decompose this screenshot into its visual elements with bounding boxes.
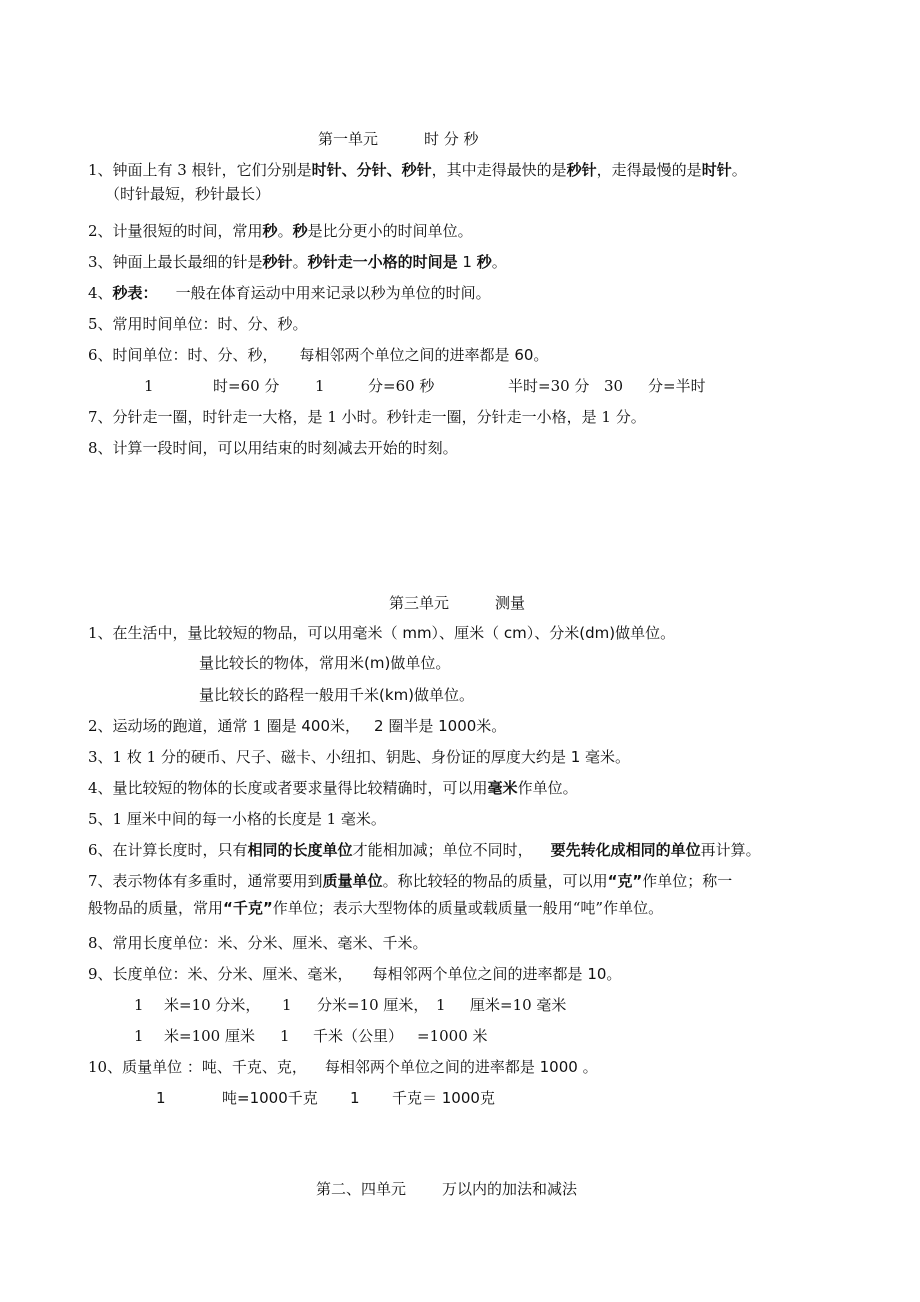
unit3-item-8: 8、常用长度单位：米、分米、厘米、毫米、千米。 xyxy=(88,934,428,952)
unit3-item-3 xyxy=(88,747,630,767)
emphasis: 时针、分针、秒针 xyxy=(311,161,432,179)
unit1-item-6 xyxy=(88,345,548,365)
text: 作单位；称一 xyxy=(642,872,733,890)
emphasis: “克” xyxy=(607,872,643,890)
text: (km)做单位。 xyxy=(379,686,475,704)
text: 6、在计算长度时，只有 xyxy=(88,841,248,859)
number: 1 xyxy=(134,1027,144,1045)
unit1-item-1 xyxy=(88,160,747,180)
unit3-title-topic: 测量 xyxy=(495,594,526,612)
equation: 吨=1000千克 xyxy=(222,1089,318,1107)
emphasis: 开始的时刻 xyxy=(367,439,443,457)
unit3-item-2 xyxy=(88,716,506,736)
emphasis: 秒针 xyxy=(262,253,293,271)
equation: =1000 米 xyxy=(417,1027,488,1045)
text: （ cm）、 xyxy=(484,624,550,642)
unit1-item-8 xyxy=(88,438,458,458)
emphasis: 厘米 xyxy=(454,624,485,642)
equation: 千克＝ 1000克 xyxy=(392,1089,495,1107)
text: 作单位；表示大型物体的质量或载质量一般用“吨”作单位。 xyxy=(272,899,664,917)
unit1-item-7: 7、分针走一圈，时针走一大格，是 1 小时。秒针走一圈，分针走一小格，是 1 分。 xyxy=(88,408,646,426)
text: 再计算。 xyxy=(700,841,761,859)
emphasis: 分米 xyxy=(549,624,580,642)
text: 2、计量很短的时间，常用 xyxy=(88,222,263,240)
emphasis: 要先转化成相同的单位 xyxy=(550,841,701,859)
emphasis: 毫米 xyxy=(352,624,383,642)
emphasis: 秒针走一小格的时间是 xyxy=(307,253,458,271)
text: 是比分更小的时间单位。 xyxy=(307,222,473,240)
equation: 米=100 厘米 xyxy=(164,1027,255,1045)
equation: 千米（公里） xyxy=(313,1027,404,1045)
text: 6、时间单位：时、分、秒， xyxy=(88,346,278,364)
unit3-item-4 xyxy=(88,778,578,798)
unit24-title xyxy=(316,1179,577,1199)
text: 。 xyxy=(491,253,507,271)
equation: 分=60 秒 xyxy=(368,377,435,395)
text: 。 xyxy=(731,161,747,179)
text: 4、 xyxy=(88,284,113,302)
emphasis: 米 xyxy=(349,654,365,672)
text: 。 xyxy=(292,253,308,271)
emphasis: 每相邻两个单位之间的进率都是 60。 xyxy=(299,346,549,364)
emphasis: 时针 xyxy=(701,161,732,179)
emphasis: 圈是 400米， xyxy=(266,717,361,735)
emphasis: 相同的长度单位 xyxy=(247,841,353,859)
text: 般物品的质量，常用 xyxy=(88,899,224,917)
text: 。 xyxy=(491,717,507,735)
text: 2 xyxy=(374,717,389,735)
unit1-title-topic: 时 分 秒 xyxy=(424,130,479,148)
unit3-item-7a xyxy=(88,871,732,891)
unit1-title xyxy=(318,129,479,149)
equation: 米=10 分米， xyxy=(164,996,261,1014)
number: 1 xyxy=(144,377,154,395)
emphasis: 秒针 xyxy=(566,161,597,179)
number: 1 xyxy=(315,377,325,395)
equation: 厘米=10 毫米 xyxy=(470,996,567,1014)
unit24-title-topic: 万以内的加法和减法 xyxy=(442,1180,578,1198)
text: 量比较长的路程一般用 xyxy=(199,686,350,704)
emphasis: 秒表： xyxy=(112,284,158,302)
text: 量比较长的物体，常用 xyxy=(199,654,350,672)
number: 1 xyxy=(134,996,144,1014)
unit3-item-9 xyxy=(88,964,621,984)
text: 一般在体育运动中用来记录以秒为单位的时间。 xyxy=(175,284,491,302)
number: 1 xyxy=(280,1027,290,1045)
number: 1 xyxy=(350,1089,360,1107)
text: 才能相加减；单位不同时， xyxy=(352,841,533,859)
unit1-item-5: 5、常用时间单位：时、分、秒。 xyxy=(88,315,308,333)
text: 。 xyxy=(442,439,458,457)
text: 3、1 枚 1 分的硬币、尺子、磁卡、小纽扣、钥匙、身份证的厚度大约是 xyxy=(88,748,571,766)
emphasis: “千克” xyxy=(223,899,273,917)
emphasis: 秒 xyxy=(476,253,492,271)
text: 9、长度单位：米、分米、厘米、毫米， xyxy=(88,965,353,983)
emphasis: 秒 xyxy=(292,222,308,240)
emphasis: 秒 xyxy=(262,222,278,240)
text: 。称比较轻的物品的质量，可以用 xyxy=(382,872,608,890)
emphasis: 圈半是 1000米 xyxy=(388,717,492,735)
equation: 半时=30 分 xyxy=(508,377,590,395)
text: ，其中走得最快的是 xyxy=(431,161,567,179)
emphasis: 结束的时刻 xyxy=(262,439,338,457)
unit1-title-label: 第一单元 xyxy=(318,130,379,148)
text: (m)做单位。 xyxy=(364,654,451,672)
emphasis: 每相邻两个单位之间的进率都是 10。 xyxy=(372,965,622,983)
unit3-item-10 xyxy=(88,1057,598,1077)
unit1-item-2 xyxy=(88,221,473,241)
text: 1、在生活中，量比较短的物品，可以用 xyxy=(88,624,353,642)
emphasis: 1 毫米 xyxy=(570,748,616,766)
unit1-item-3 xyxy=(88,252,507,272)
number: 1 xyxy=(436,996,446,1014)
unit3-item-5: 5、1 厘米中间的每一小格的长度是 1 毫米。 xyxy=(88,810,386,828)
unit1-item-1-note: （时针最短，秒针最长） xyxy=(105,185,271,203)
unit24-title-label: 第二、四单元 xyxy=(316,1180,407,1198)
unit3-title-label: 第三单元 xyxy=(389,594,450,612)
unit3-item-1b xyxy=(199,653,450,673)
emphasis: 毫米 xyxy=(487,779,518,797)
unit3-item-1c xyxy=(199,685,474,705)
text: 减去 xyxy=(337,439,368,457)
text: 作单位。 xyxy=(517,779,578,797)
equation: 分=半时 xyxy=(648,377,706,395)
text: 2、运动场的跑道，通常 1 xyxy=(88,717,267,735)
text: (dm)做单位。 xyxy=(579,624,676,642)
unit3-item-7b xyxy=(88,898,663,918)
text: ，走得最慢的是 xyxy=(596,161,702,179)
text: 3、钟面上最长最细的针是 xyxy=(88,253,263,271)
number: 30 xyxy=(604,377,624,395)
unit3-item-1 xyxy=(88,623,675,643)
text: 。 xyxy=(277,222,293,240)
number: 1 xyxy=(282,996,292,1014)
emphasis: 千米 xyxy=(349,686,380,704)
emphasis: 每相邻两个单位之间的进率都是 1000 。 xyxy=(324,1058,598,1076)
unit3-item-6 xyxy=(88,840,761,860)
text: 10、质量单位 ：吨、千克、克， xyxy=(88,1058,307,1076)
text: 8、计算一段时间，可以用 xyxy=(88,439,263,457)
emphasis: 质量单位 xyxy=(322,872,383,890)
number: 1 xyxy=(462,253,472,271)
text: （ mm）、 xyxy=(382,624,455,642)
unit1-item-4 xyxy=(88,283,491,303)
text: 1、钟面上有 3 根针，它们分别是 xyxy=(88,161,312,179)
unit3-title xyxy=(389,593,525,613)
equation: 分米=10 厘米， xyxy=(317,996,429,1014)
text: 7、表示物体有多重时，通常要用到 xyxy=(88,872,323,890)
text: 4、量比较短的物体的长度或者要求量得比较精确时，可以用 xyxy=(88,779,488,797)
equation: 时=60 分 xyxy=(213,377,280,395)
text: 。 xyxy=(615,748,631,766)
number: 1 xyxy=(156,1089,166,1107)
